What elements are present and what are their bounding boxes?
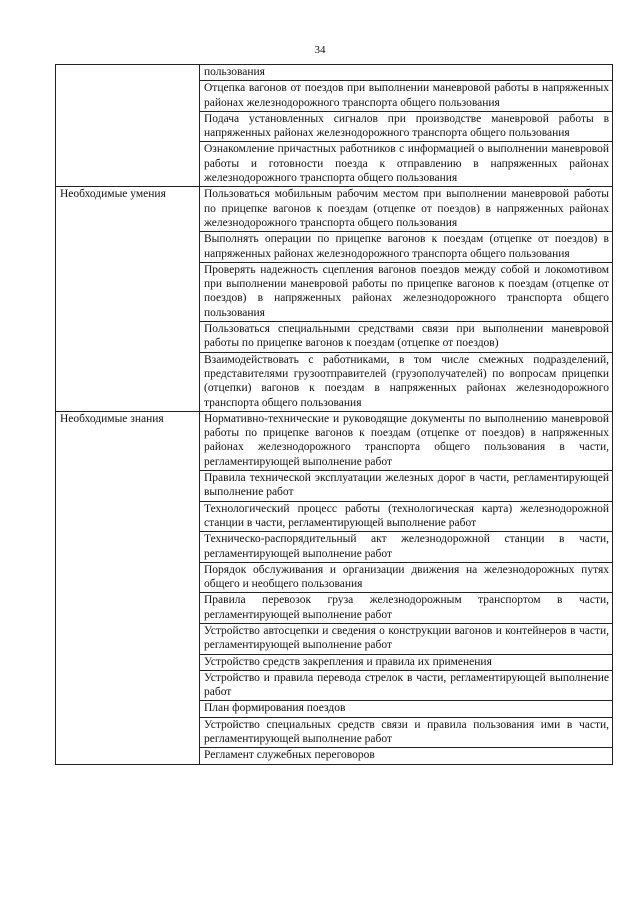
table-cell: Отцепка вагонов от поездов при выполнении маневровой работы в напряженных районах железнодорожного транспорта общего пользования	[200, 81, 613, 112]
table-cell: Взаимодействовать с работниками, в том числе смежных подразделений, представителями грузоотправителей (грузополучателей) по вопросам прицепки (отцепки) вагонов к поездам в напряженных районах железнодорожного транспорта общего пользования	[200, 352, 613, 411]
table-cell: Выполнять операции по прицепке вагонов к поездам (отцепке от поездов) в напряженных районах железнодорожного транспорта общего пользования	[200, 232, 613, 263]
table-cell: Устройство средств закрепления и правила их применения	[200, 654, 613, 670]
page-number: 34	[314, 44, 326, 56]
table-cell: Нормативно-технические и руководящие документы по выполнению маневровой работы по прицепке вагонов к поездам (отцепке от поездов) в напряженных районах железнодорожного транспорта общего пользования в части, регламентирующей выполнение работ	[200, 411, 613, 470]
row-label-skills: Необходимые умения	[56, 187, 200, 411]
table-cell: Порядок обслуживания и организации движения на железнодорожных путях общего и необщего пользования	[200, 562, 613, 593]
table-row	[56, 411, 613, 470]
table-cell: Техническо-распорядительный акт железнодорожной станции в части, регламентирующей выполнение работ	[200, 532, 613, 563]
table-cell: Правила технической эксплуатации железных дорог в части, регламентирующей выполнение работ	[200, 471, 613, 502]
table-cell: План формирования поездов	[200, 701, 613, 717]
table-row	[56, 65, 613, 81]
table-cell: Проверять надежность сцепления вагонов поездов между собой и локомотивом при выполнении маневровой работы по прицепке вагонов к поездам (отцепке от поездов) в напряженных районах железнодорожного транспорта общего пользования	[200, 262, 613, 321]
table-row	[56, 187, 613, 232]
table-cell: Пользоваться специальными средствами связи при выполнении маневровой работы по прицепке вагонов к поездам (отцепке от поездов)	[200, 322, 613, 353]
table-cell: Пользоваться мобильным рабочим местом при выполнении маневровой работы по прицепке вагонов к поездам (отцепке от поездов) в напряженных районах железнодорожного транспорта общего пользования	[200, 187, 613, 232]
table-cell: Правила перевозок груза железнодорожным транспортом в части, регламентирующей выполнение работ	[200, 593, 613, 624]
table-cell: Устройство автосцепки и сведения о конструкции вагонов и контейнеров в части, регламентирующей выполнение работ	[200, 623, 613, 654]
row-label-empty	[56, 65, 200, 187]
table-cell: пользования	[200, 65, 613, 81]
table-cell: Устройство и правила перевода стрелок в части, регламентирующей выполнение работ	[200, 670, 613, 701]
table-cell: Технологический процесс работы (технологическая карта) железнодорожной станции в части, регламентирующей выполнение работ	[200, 501, 613, 532]
competency-table	[55, 64, 613, 765]
table-cell: Ознакомление причастных работников с информацией о выполнении маневровой работы и готовности поезда к отправлению в напряженных районах железнодорожного транспорта общего пользования	[200, 142, 613, 187]
table-cell: Регламент служебных переговоров	[200, 748, 613, 764]
table-cell: Подача установленных сигналов при производстве маневровой работы в напряженных районах железнодорожного транспорта общего пользования	[200, 111, 613, 142]
row-label-knowledge: Необходимые знания	[56, 411, 200, 764]
table-cell: Устройство специальных средств связи и правила пользования ими в части, регламентирующей выполнение работ	[200, 717, 613, 748]
